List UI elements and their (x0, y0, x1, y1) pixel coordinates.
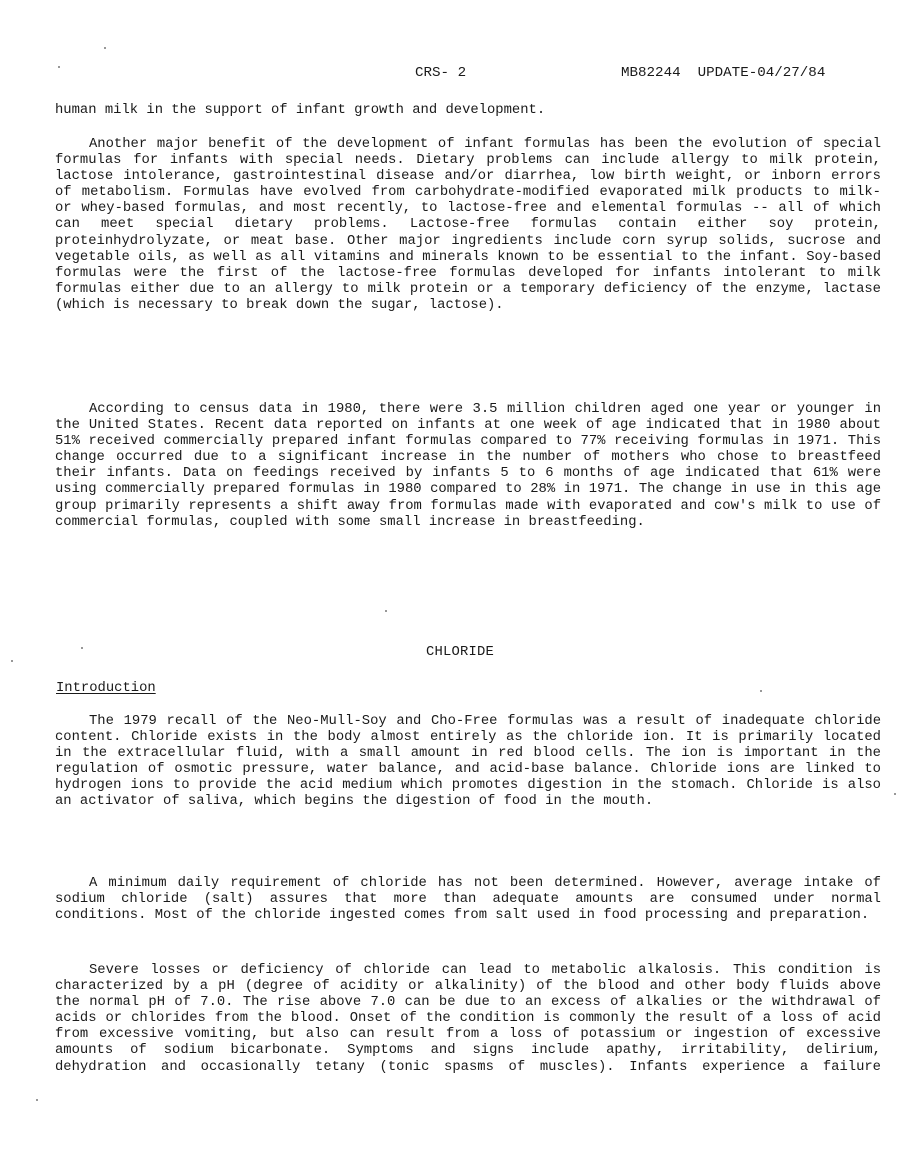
paragraph-deficiency: Severe losses or deficiency of chloride can lead to metabolic alkalosis. This condition is characterized by a pH (degree of acidity or alkalinity) of the blood and other body fluids above the normal pH of 7.0. The rise above 7.0 can be due to an excess of alkalies or the withdrawal of acids or chlorides from the blood. Onset of the condition is commonly the result of a loss of acid from excessive vomiting, but also can result from a loss of potassium or ingestion of excessive amounts of sodium bicarbonate. Symptoms and signs include apathy, irritability, delirium, dehydration and occasionally tetany (tonic spasms of muscles). Infants experience a failure (55, 962, 881, 1075)
scan-speck (385, 610, 387, 612)
paragraph-special-formulas: Another major benefit of the development of infant formulas has been the evolution of special formulas for infants with special needs. Dietary problems can include allergy to milk protein, lactose intolerance, gastrointestinal disease and/or diarrhea, low birth weight, or inborn errors of metabolism. Formulas have evolved from carbohydrate-modified evaporated milk products to milk- or whey-based formulas, and most recently, to lactose-free and elemental formulas -- all of which can meet special dietary problems. Lactose-free formulas contain either soy protein, proteinhydrolyzate, or meat base. Other major ingredients include corn syrup solids, sucrose and vegetable oils, as well as all vitamins and minerals known to be essential to the infant. Soy-based formulas were the first of the lactose-free formulas developed for infants intolerant to milk formulas either due to an allergy to milk protein or a temporary deficiency of the enzyme, lactase (which is necessary to break down the sugar, lactose). (55, 136, 881, 313)
scan-speck (81, 647, 83, 649)
paragraph-recall: The 1979 recall of the Neo-Mull-Soy and Cho-Free formulas was a result of inadequate chloride content. Chloride exists in the body almost entirely as the chloride ion. It is primarily located in the extracellular fluid, with a small amount in red blood cells. The ion is important in the regulation of osmotic pressure, water balance, and acid-base balance. Chloride ions are linked to hydrogen ions to provide the acid medium which promotes digestion in the stomach. Chloride is also an activator of saliva, which begins the digestion of food in the mouth. (55, 713, 881, 810)
scan-speck (36, 1099, 38, 1101)
scan-speck (104, 47, 106, 49)
scan-speck (11, 660, 13, 662)
scan-speck (58, 66, 60, 68)
page-label: CRS- 2 (415, 65, 467, 81)
continuation-line: human milk in the support of infant growth and development. (55, 102, 546, 118)
paragraph-census-data: According to census data in 1980, there were 3.5 million children aged one year or younger in the United States. Recent data reported on infants at one week of age indicated that in 1980 about 51% received commercially prepared infant formulas compared to 77% receiving formulas in 1971. This change occurred due to a significant increase in the number of mothers who chose to breastfeed their infants. Data on feedings received by infants 5 to 6 months of age indicated that 61% were using commercially prepared formulas in 1980 compared to 28% in 1971. The change in use in this age group primarily represents a shift away from formulas made with evaporated and cow's milk to use of commercial formulas, coupled with some small increase in breastfeeding. (55, 401, 881, 530)
scan-speck (760, 690, 762, 692)
report-update-label: MB82244 UPDATE-04/27/84 (621, 65, 826, 81)
page-header (0, 64, 920, 82)
section-subheading: Introduction (56, 680, 156, 696)
section-title: CHLORIDE (425, 644, 495, 660)
paragraph-requirement: A minimum daily requirement of chloride has not been determined. However, average intake of sodium chloride (salt) assures that more than adequate amounts are consumed under normal conditions. Most of the chloride ingested comes from salt used in food processing and preparation. (55, 875, 881, 924)
scan-speck (894, 793, 896, 795)
